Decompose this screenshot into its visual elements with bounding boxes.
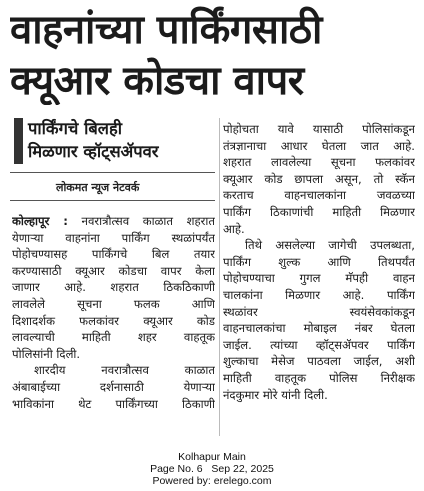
body-line: पार्किंग शुल्क आणि तिथपर्यंत [223,254,415,269]
body-line: भाविकांना थेट पार्किंगच्या ठिकाणी [12,396,215,411]
body-line: पार्किंग ठिकाणांची माहिती मिळणार [223,204,415,219]
body-line: लावल्याची माहिती शहर वाहतूक [12,330,215,345]
body-line: येणाऱ्या वाहनांना पार्किंग स्थळांपर्यंत [12,230,215,245]
footer-page-date [0,463,424,475]
body-line: लावलेले सूचना फलक आणि [12,296,215,311]
footer-date: Sep 22, 2025 [211,463,274,475]
body-line: तिथे असलेल्या जागेची उपलब्धता, [245,238,415,253]
body-line: दिशादर्शक फलकांवर क्यूआर कोड [12,313,215,328]
body-text: नवरात्रौत्सव काळात शहरात [67,214,215,228]
footer-page: Page No. 6 [150,463,203,475]
headline-line-2: क्यूआर कोडचा वापर [10,58,304,104]
body-line: वाहनचालकांचा मोबाइल नंबर घेतला [223,321,415,336]
byline: लोकमत न्यूज नेटवर्क [56,181,140,194]
subheading-line-2: मिळणार व्हॉट्सॲपवर [28,142,159,161]
body-line: पोहोचता यावे यासाठी पोलिसांकडून [223,122,415,136]
body-line: आहे. [223,221,245,236]
body-line [12,213,215,230]
body-line: शहरात लावलेल्या सूचना फलकांवर [223,155,415,170]
body-line: पोहोचण्याचा गुगल मॅपही वाहन [223,271,415,286]
footer-edition: Kolhapur Main [178,451,246,463]
body-line: चालकांना मिळणार आहे. पार्किंग [223,287,415,302]
body-line: पोलिसांनी दिली. [12,346,81,361]
subheading-line-1: पार्किंगचे बिलही [28,119,123,138]
body-line: नंदकुमार मोरे यांनी दिली. [223,387,328,402]
body-line: शारदीय नवरात्रौत्सव काळात [34,363,215,378]
body-line: करण्यासाठी क्यूआर कोडचा वापर केला [12,263,215,278]
body-line: जाईल. त्यांच्या व्हॉट्सॲपवर पार्किंग [223,337,415,352]
article-column-left [12,213,215,412]
body-line: माहिती वाहतूक पोलिस निरीक्षक [223,370,415,385]
body-line: पोहोचण्यासह पार्किंगचे बिल तयार [12,247,215,262]
body-line: जाणार आहे. शहरात ठिकठिकाणी [12,280,215,295]
byline-rule-bottom [10,200,215,201]
headline-line-1: वाहनांच्या पार्किंगसाठी [10,7,322,53]
subheading-bar [14,118,23,164]
body-line: अंबाबाईच्या दर्शनासाठी येणाऱ्या [12,379,215,394]
dateline: कोल्हापूर : [12,214,68,228]
body-line: स्थळांवर स्वयंसेवकांकडून [223,304,415,319]
byline-rule-top [10,172,215,173]
column-divider [219,118,220,436]
body-line: शुल्काचा मेसेज पाठवला जाईल, अशी [223,354,415,369]
article-column-right [223,121,415,403]
body-line: क्यूआर कोड छापला असून, तो स्कॅन [223,171,415,186]
body-line: करताच वाहनचालकांना जवळच्या [223,188,415,203]
body-line: तंत्रज्ञानाचा आधार घेतला जात आहे. [223,138,415,153]
footer-powered-by: Powered by: erelego.com [152,475,272,487]
